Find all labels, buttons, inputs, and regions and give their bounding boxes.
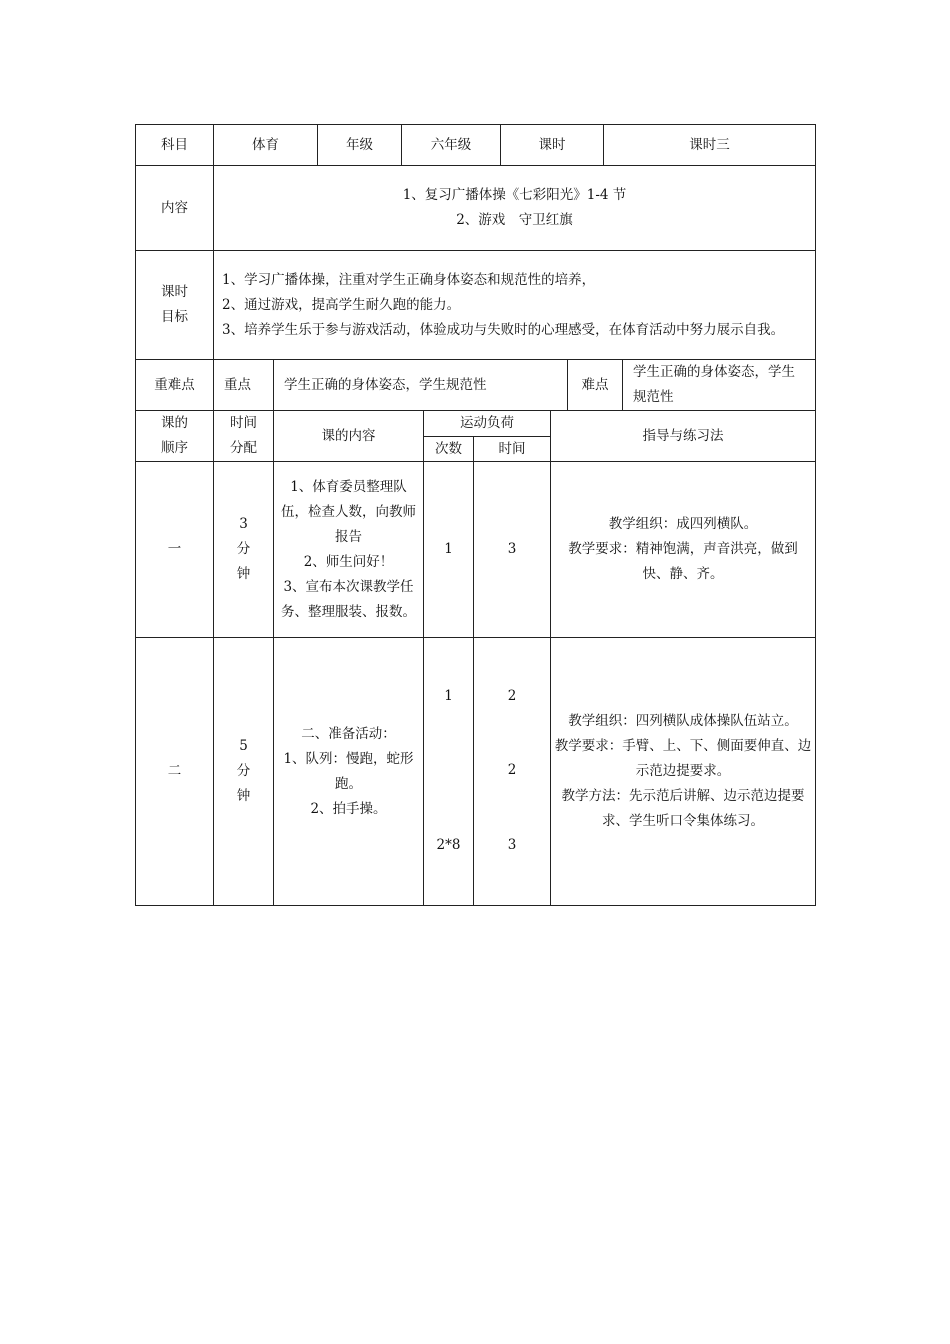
row-content-line: 报告	[335, 528, 362, 545]
row-guidance-line: 教学组织：四列横队成体操队伍站立。	[568, 713, 798, 729]
subject-label: 科目	[161, 136, 188, 153]
objective-line: 1、学习广播体操，注重对学生正确身体姿态和规范性的培养，	[222, 271, 596, 288]
row-content-line: 1、队列：慢跑，蛇形	[283, 750, 414, 767]
grade-value: 六年级	[430, 136, 472, 153]
objectives-label	[136, 251, 213, 359]
content-value	[214, 166, 815, 250]
grid-line	[815, 124, 816, 906]
content-label: 内容	[161, 199, 188, 216]
row-time-line: 5	[239, 738, 248, 754]
row-content-line: 跑。	[335, 775, 362, 792]
grade-label: 年级	[346, 136, 373, 153]
order-header-line: 顺序	[161, 440, 188, 456]
difficulty-line: 规范性	[633, 389, 674, 405]
row-guidance-line: 教学要求：手臂、上、下、侧面要伸直、边	[554, 738, 812, 754]
row-time-line: 钟	[236, 566, 251, 582]
key-point-label: 重点	[224, 376, 251, 393]
grid-line	[135, 905, 816, 906]
subject-value: 体育	[252, 136, 279, 153]
row-content-line: 2、拍手操。	[310, 800, 387, 817]
order-header	[136, 411, 213, 461]
lesson-value: 课时三	[689, 136, 730, 153]
row-guidance-line: 快、静、齐。	[642, 566, 724, 582]
row-count: 1	[444, 688, 453, 704]
row-time-line: 分	[236, 541, 251, 557]
row-time	[214, 638, 273, 905]
row-duration: 2	[507, 688, 517, 704]
row-guidance-line: 示范边提要求。	[635, 763, 731, 779]
row-content-line: 务、整理服装、报数。	[281, 603, 416, 620]
objectives-label-line: 课时	[161, 284, 188, 300]
focus-label: 重难点	[154, 376, 195, 393]
guidance-header: 指导与练习法	[642, 427, 724, 444]
row-count: 2*8	[436, 837, 461, 853]
objectives-label-line: 目标	[161, 309, 188, 325]
row-order: 一	[167, 541, 182, 557]
row-content-line: 二、准备活动：	[301, 725, 396, 742]
difficulty-label: 难点	[581, 376, 609, 393]
row-time	[214, 462, 273, 637]
row-guidance-line: 教学要求：精神饱满，声音洪亮，做到	[568, 541, 798, 557]
row-content	[274, 462, 423, 637]
content-line: 2、游戏 守卫红旗	[456, 212, 573, 228]
row-guidance-line: 教学方法：先示范后讲解、边示范边提要	[561, 788, 805, 804]
row-guidance-line: 求、学生听口令集体练习。	[602, 813, 764, 829]
load-header: 运动负荷	[460, 415, 514, 431]
order-header-line: 课的	[161, 415, 188, 431]
time-header	[214, 411, 273, 461]
lesson-label: 课时	[538, 136, 566, 153]
content-line: 1、复习广播体操《七彩阳光》1-4 节	[402, 187, 627, 203]
difficulty-line: 学生正确的身体姿态，学生	[633, 364, 795, 380]
time-header-line: 分配	[230, 440, 257, 456]
row-guidance	[551, 638, 815, 905]
row-duration: 2	[507, 762, 517, 778]
duration-header: 时间	[498, 440, 526, 457]
row-content	[274, 638, 423, 905]
row-guidance	[551, 462, 815, 637]
row-count: 1	[444, 541, 453, 557]
row-duration: 3	[507, 837, 517, 853]
objective-line: 2、通过游戏，提高学生耐久跑的能力。	[222, 296, 461, 313]
difficulty-value	[623, 360, 815, 410]
objectives-value	[214, 251, 815, 359]
content-header: 课的内容	[321, 427, 376, 444]
row-guidance-line: 教学组织：成四列横队。	[608, 516, 758, 532]
row-content-line: 1、体育委员整理队	[290, 478, 407, 495]
row-time-line: 分	[236, 763, 251, 779]
time-header-line: 时间	[230, 415, 257, 431]
row-time-line: 钟	[236, 788, 251, 804]
objective-line: 3、培养学生乐于参与游戏活动，体验成功与失败时的心理感受，在体育活动中努力展示自我。	[222, 321, 785, 338]
row-content-line: 3、宣布本次课教学任	[283, 578, 414, 595]
row-content-line: 2、师生问好！	[303, 553, 394, 570]
row-duration: 3	[507, 541, 517, 557]
count-header: 次数	[435, 440, 462, 457]
row-time-line: 3	[239, 516, 248, 532]
key-point-value: 学生正确的身体姿态，学生规范性	[284, 376, 487, 393]
row-order: 二	[167, 763, 182, 779]
row-content-line: 伍，检查人数，向教师	[281, 503, 416, 520]
